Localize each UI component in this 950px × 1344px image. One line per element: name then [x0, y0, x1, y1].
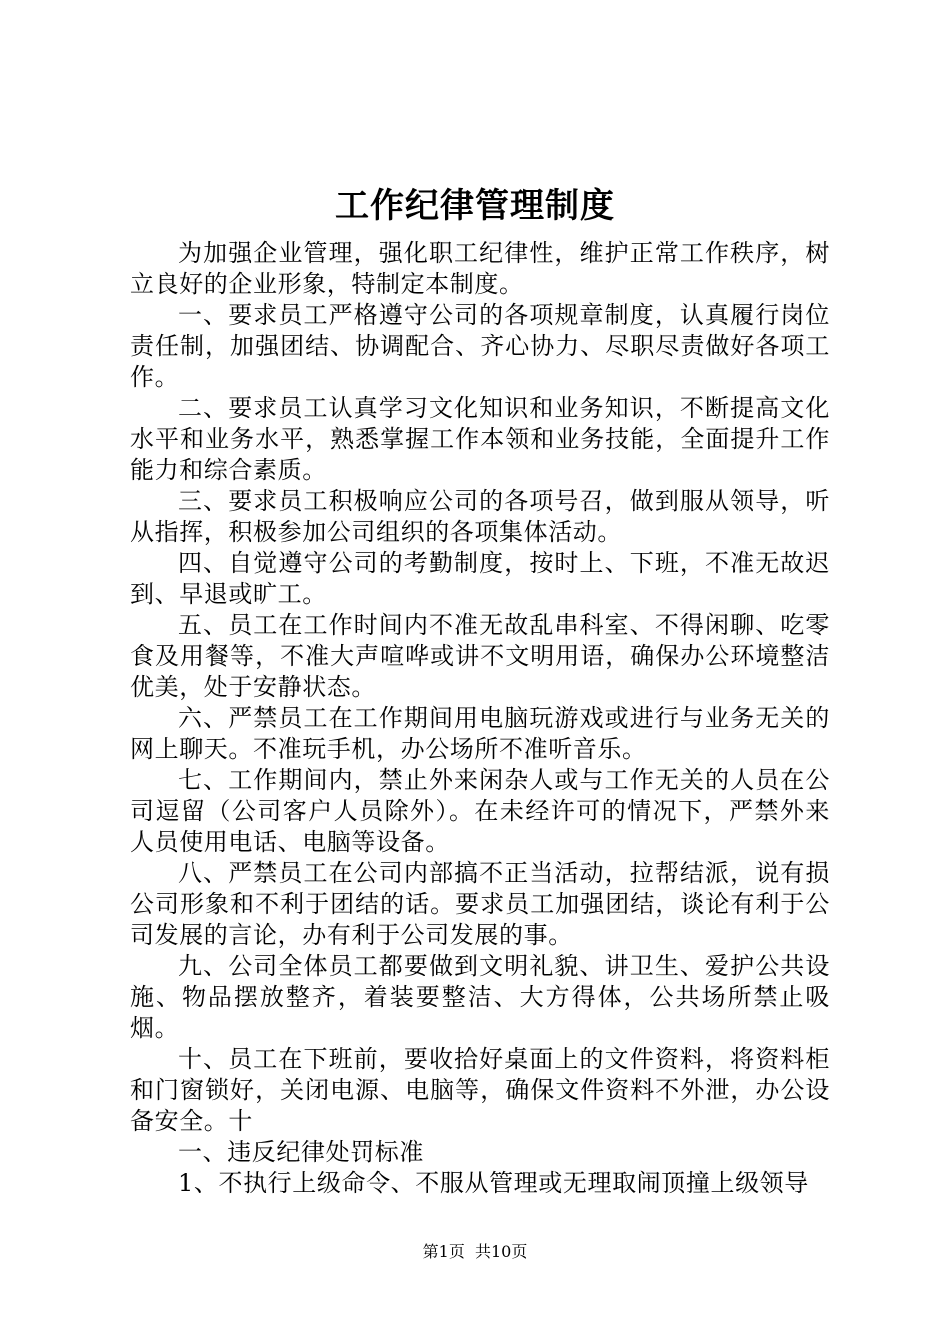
paragraph-item-7: 七、工作期间内，禁止外来闲杂人或与工作无关的人员在公司逗留（公司客户人员除外）。在未经许可的情况下，严禁外来人员使用电话、电脑等设备。: [130, 766, 830, 856]
paragraph-item-3: 三、要求员工积极响应公司的各项号召，做到服从领导，听从指挥，积极参加公司组织的各项集体活动。: [130, 487, 830, 546]
section-heading-penalties: 一、违反纪律处罚标准: [178, 1138, 424, 1166]
paragraph-intro: 为加强企业管理，强化职工纪律性，维护正常工作秩序，树立良好的企业形象，特制定本制度。: [130, 239, 830, 298]
document-body: [130, 238, 830, 1199]
page-footer: [0, 1241, 950, 1263]
page-number: 第1页 共10页: [422, 1242, 528, 1261]
paragraph-item-5: 五、员工在工作时间内不准无故乱串科室、不得闲聊、吃零食及用餐等，不准大声喧哗或讲不文明用语，确保办公环境整洁优美，处于安静状态。: [130, 611, 830, 701]
paragraph-item-8: 八、严禁员工在公司内部搞不正当活动，拉帮结派，说有损公司形象和不利于团结的话。要求员工加强团结，谈论有利于公司发展的言论，办有利于公司发展的事。: [130, 859, 830, 949]
paragraph-item-2: 二、要求员工认真学习文化知识和业务知识，不断提高文化水平和业务水平，熟悉掌握工作本领和业务技能，全面提升工作能力和综合素质。: [130, 394, 830, 484]
page-title: 工作纪律管理制度: [335, 186, 615, 226]
paragraph-item-4: 四、自觉遵守公司的考勤制度，按时上、下班，不准无故迟到、早退或旷工。: [130, 549, 830, 608]
paragraph-item-10: 十、员工在下班前，要收拾好桌面上的文件资料，将资料柜和门窗锁好，关闭电源、电脑等，确保文件资料不外泄，办公设备安全。十: [130, 1045, 830, 1135]
paragraph-penalty-1: 1、不执行上级命令、不服从管理或无理取闹顶撞上级领导: [178, 1169, 809, 1197]
paragraph-item-1: 一、要求员工严格遵守公司的各项规章制度，认真履行岗位责任制，加强团结、协调配合、齐心协力、尽职尽责做好各项工作。: [130, 301, 830, 391]
paragraph-item-6: 六、严禁员工在工作期间用电脑玩游戏或进行与业务无关的网上聊天。不准玩手机，办公场所不准听音乐。: [130, 704, 830, 763]
paragraph-item-9: 九、公司全体员工都要做到文明礼貌、讲卫生、爱护公共设施、物品摆放整齐，着装要整洁、大方得体，公共场所禁止吸烟。: [130, 952, 830, 1042]
